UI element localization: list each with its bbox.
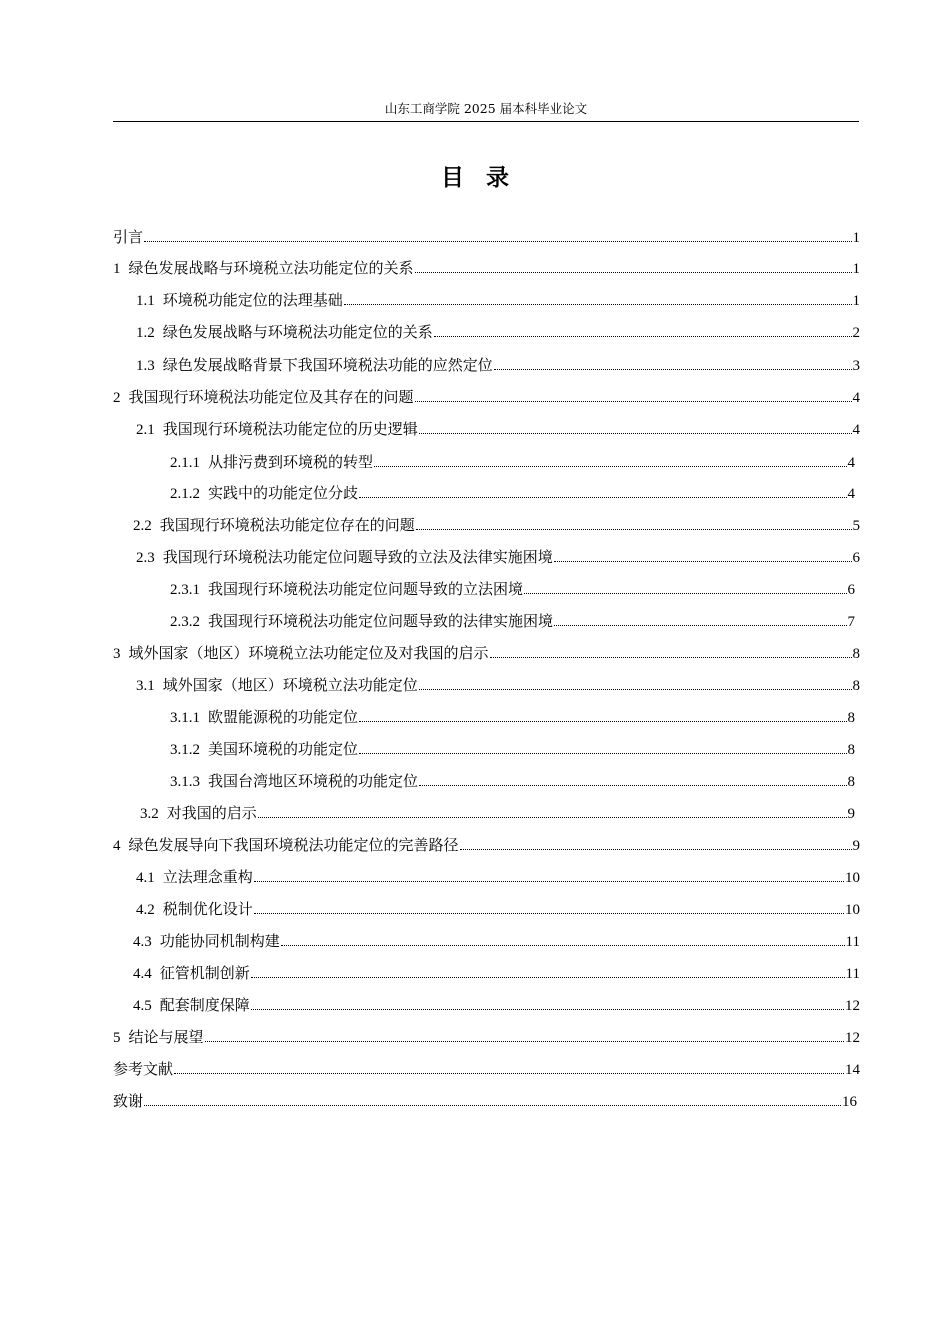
dot-leader bbox=[415, 272, 852, 273]
toc-entry-page: 6 bbox=[847, 582, 855, 598]
toc-entry-number: 1.3 bbox=[136, 358, 155, 374]
toc-entry[interactable] bbox=[136, 546, 860, 568]
toc-entry-number: 2.3.1 bbox=[170, 582, 200, 598]
toc-entry-title: 绿色发展导向下我国环境税法功能定位的完善路径 bbox=[128, 836, 459, 854]
toc-entry-title: 我国现行环境税法功能定位及其存在的问题 bbox=[128, 388, 414, 406]
toc-entry-page: 5 bbox=[852, 518, 860, 534]
toc-entry-title: 绿色发展战略背景下我国环境税法功能的应然定位 bbox=[162, 356, 493, 374]
toc-entry[interactable] bbox=[136, 289, 860, 311]
toc-entry-title: 立法理念重构 bbox=[162, 868, 253, 886]
dot-leader bbox=[494, 369, 852, 370]
toc-entry[interactable] bbox=[170, 738, 855, 760]
toc-entry-number: 3.1.2 bbox=[170, 742, 200, 758]
toc-entry-title: 我国现行环境税法功能定位存在的问题 bbox=[159, 516, 415, 534]
toc-entry-page: 10 bbox=[845, 902, 860, 918]
toc-entry-number: 2.3.2 bbox=[170, 614, 200, 630]
toc-entry-number: 2.1 bbox=[136, 422, 155, 438]
toc-entry[interactable] bbox=[170, 706, 855, 728]
toc-entry-page: 16 bbox=[842, 1094, 857, 1110]
toc-entry-number: 1.1 bbox=[136, 293, 155, 309]
toc-entry[interactable] bbox=[133, 514, 860, 536]
toc-entry-page: 4 bbox=[847, 486, 855, 502]
toc-entry-number: 2.1.2 bbox=[170, 486, 200, 502]
dot-leader bbox=[416, 529, 852, 530]
toc-entry-title: 域外国家（地区）环境税立法功能定位及对我国的启示 bbox=[128, 644, 489, 662]
toc-entry[interactable] bbox=[136, 354, 860, 376]
toc-entry-page: 8 bbox=[852, 678, 860, 694]
toc-entry-number: 1 bbox=[113, 261, 121, 277]
dot-leader bbox=[374, 466, 846, 467]
toc-entry-title: 环境税功能定位的法理基础 bbox=[162, 291, 343, 309]
dot-leader bbox=[144, 241, 851, 242]
toc-entry-number: 4.4 bbox=[133, 966, 152, 982]
toc-entry-number: 3.1.1 bbox=[170, 710, 200, 726]
toc-entry-number: 3.1.3 bbox=[170, 774, 200, 790]
toc-entry-title: 我国现行环境税法功能定位问题导致的立法困境 bbox=[208, 580, 524, 598]
dot-leader bbox=[419, 785, 846, 786]
dot-leader bbox=[254, 881, 844, 882]
toc-entry-title: 参考文献 bbox=[113, 1060, 174, 1078]
dot-leader bbox=[415, 401, 852, 402]
toc-entry-page: 2 bbox=[852, 325, 860, 341]
toc-entry-title: 税制优化设计 bbox=[162, 900, 253, 918]
toc-entry-number: 4.2 bbox=[136, 902, 155, 918]
toc-entry[interactable] bbox=[133, 962, 860, 984]
dot-leader bbox=[174, 1073, 844, 1074]
toc-entry-title: 我国现行环境税法功能定位问题导致的立法及法律实施困境 bbox=[162, 548, 553, 566]
toc-entry[interactable] bbox=[136, 674, 860, 696]
toc-entry[interactable] bbox=[113, 1090, 857, 1112]
toc-entry[interactable] bbox=[113, 226, 860, 248]
toc-entry-page: 1 bbox=[852, 261, 860, 277]
toc-entry-number: 2.1.1 bbox=[170, 455, 200, 471]
toc-entry-page: 3 bbox=[852, 358, 860, 374]
toc-entry[interactable] bbox=[136, 418, 860, 440]
dot-leader bbox=[554, 625, 846, 626]
dot-leader bbox=[205, 1041, 844, 1042]
toc-entry-page: 1 bbox=[852, 293, 860, 309]
dot-leader bbox=[419, 433, 852, 434]
toc-entry[interactable] bbox=[133, 930, 860, 952]
toc-entry[interactable] bbox=[170, 482, 855, 504]
toc-entry-page: 12 bbox=[845, 1030, 860, 1046]
dot-leader bbox=[434, 336, 852, 337]
toc-entry[interactable] bbox=[113, 834, 860, 856]
toc-entry-number: 2.2 bbox=[133, 518, 152, 534]
toc-entry-page: 1 bbox=[852, 230, 860, 246]
toc-entry-title: 结论与展望 bbox=[128, 1028, 204, 1046]
toc-entry[interactable] bbox=[170, 770, 855, 792]
toc-entry-number: 5 bbox=[113, 1030, 121, 1046]
page-title: 目录 bbox=[441, 165, 531, 191]
toc-entry[interactable] bbox=[136, 866, 860, 888]
toc-entry-page: 4 bbox=[852, 422, 860, 438]
dot-leader bbox=[251, 1009, 844, 1010]
toc-entry-title: 功能协同机制构建 bbox=[159, 932, 280, 950]
toc-entry[interactable] bbox=[140, 802, 855, 824]
toc-entry[interactable] bbox=[133, 994, 860, 1016]
toc-entry-number: 4 bbox=[113, 838, 121, 854]
toc-entry-number: 3.1 bbox=[136, 678, 155, 694]
toc-entry-number: 2 bbox=[113, 390, 121, 406]
toc-entry-title: 我国现行环境税法功能定位问题导致的法律实施困境 bbox=[208, 612, 554, 630]
toc-entry[interactable] bbox=[113, 386, 860, 408]
toc-entry-title: 欧盟能源税的功能定位 bbox=[208, 708, 359, 726]
toc-entry-title: 我国现行环境税法功能定位的历史逻辑 bbox=[162, 420, 418, 438]
toc-entry-title: 我国台湾地区环境税的功能定位 bbox=[208, 772, 419, 790]
dot-leader bbox=[254, 913, 844, 914]
toc-entry-page: 4 bbox=[852, 390, 860, 406]
toc-entry-title: 从排污费到环境税的转型 bbox=[208, 453, 374, 471]
toc-entry-page: 12 bbox=[845, 998, 860, 1014]
toc-entry-page: 8 bbox=[847, 742, 855, 758]
dot-leader bbox=[359, 753, 846, 754]
running-header: 山东工商学院 2025 届本科毕业论文 bbox=[113, 101, 859, 122]
toc-entry-title: 引言 bbox=[113, 228, 144, 246]
toc-entry-page: 10 bbox=[845, 870, 860, 886]
toc-entry-title: 美国环境税的功能定位 bbox=[208, 740, 359, 758]
toc-entry[interactable] bbox=[113, 1026, 860, 1048]
toc-entry-page: 11 bbox=[845, 934, 860, 950]
toc-entry-title: 绿色发展战略与环境税立法功能定位的关系 bbox=[128, 259, 414, 277]
toc-entry-title: 域外国家（地区）环境税立法功能定位 bbox=[162, 676, 418, 694]
toc-entry-title: 配套制度保障 bbox=[159, 996, 250, 1014]
toc-entry-number: 4.3 bbox=[133, 934, 152, 950]
dot-leader bbox=[554, 561, 852, 562]
toc-entry[interactable] bbox=[113, 257, 860, 279]
toc-entry-title: 征管机制创新 bbox=[159, 964, 250, 982]
dot-leader bbox=[251, 977, 845, 978]
dot-leader bbox=[281, 945, 845, 946]
dot-leader bbox=[359, 721, 846, 722]
toc-entry-number: 2.3 bbox=[136, 550, 155, 566]
toc-entry[interactable] bbox=[113, 642, 860, 664]
toc-entry-title: 绿色发展战略与环境税法功能定位的关系 bbox=[162, 323, 433, 341]
toc-entry-page: 7 bbox=[847, 614, 855, 630]
dot-leader bbox=[144, 1105, 841, 1106]
toc-entry-number: 1.2 bbox=[136, 325, 155, 341]
toc-entry-page: 9 bbox=[847, 806, 855, 822]
toc-entry-page: 11 bbox=[845, 966, 860, 982]
toc-entry-page: 8 bbox=[852, 646, 860, 662]
toc-entry-number: 4.1 bbox=[136, 870, 155, 886]
dot-leader bbox=[460, 849, 852, 850]
toc-entry[interactable] bbox=[136, 898, 860, 920]
toc-entry-page: 4 bbox=[847, 455, 855, 471]
toc-entry-page: 8 bbox=[847, 710, 855, 726]
dot-leader bbox=[490, 657, 852, 658]
toc-entry-title: 对我国的启示 bbox=[166, 804, 257, 822]
toc-entry[interactable] bbox=[113, 1058, 860, 1080]
toc-entry-page: 14 bbox=[845, 1062, 860, 1078]
toc-entry-title: 实践中的功能定位分歧 bbox=[208, 484, 359, 502]
dot-leader bbox=[344, 304, 852, 305]
toc-entry-number: 3 bbox=[113, 646, 121, 662]
toc-entry[interactable] bbox=[170, 578, 855, 600]
dot-leader bbox=[524, 593, 846, 594]
toc-entry[interactable] bbox=[136, 321, 860, 343]
toc-entry-page: 8 bbox=[847, 774, 855, 790]
toc-entry[interactable] bbox=[170, 451, 855, 473]
dot-leader bbox=[419, 689, 852, 690]
dot-leader bbox=[359, 497, 846, 498]
toc-entry-number: 4.5 bbox=[133, 998, 152, 1014]
dot-leader bbox=[258, 817, 847, 818]
toc-entry-title: 致谢 bbox=[113, 1092, 144, 1110]
toc-entry-page: 9 bbox=[852, 838, 860, 854]
toc-entry-page: 6 bbox=[852, 550, 860, 566]
toc-entry[interactable] bbox=[170, 610, 855, 632]
toc-entry-number: 3.2 bbox=[140, 806, 159, 822]
